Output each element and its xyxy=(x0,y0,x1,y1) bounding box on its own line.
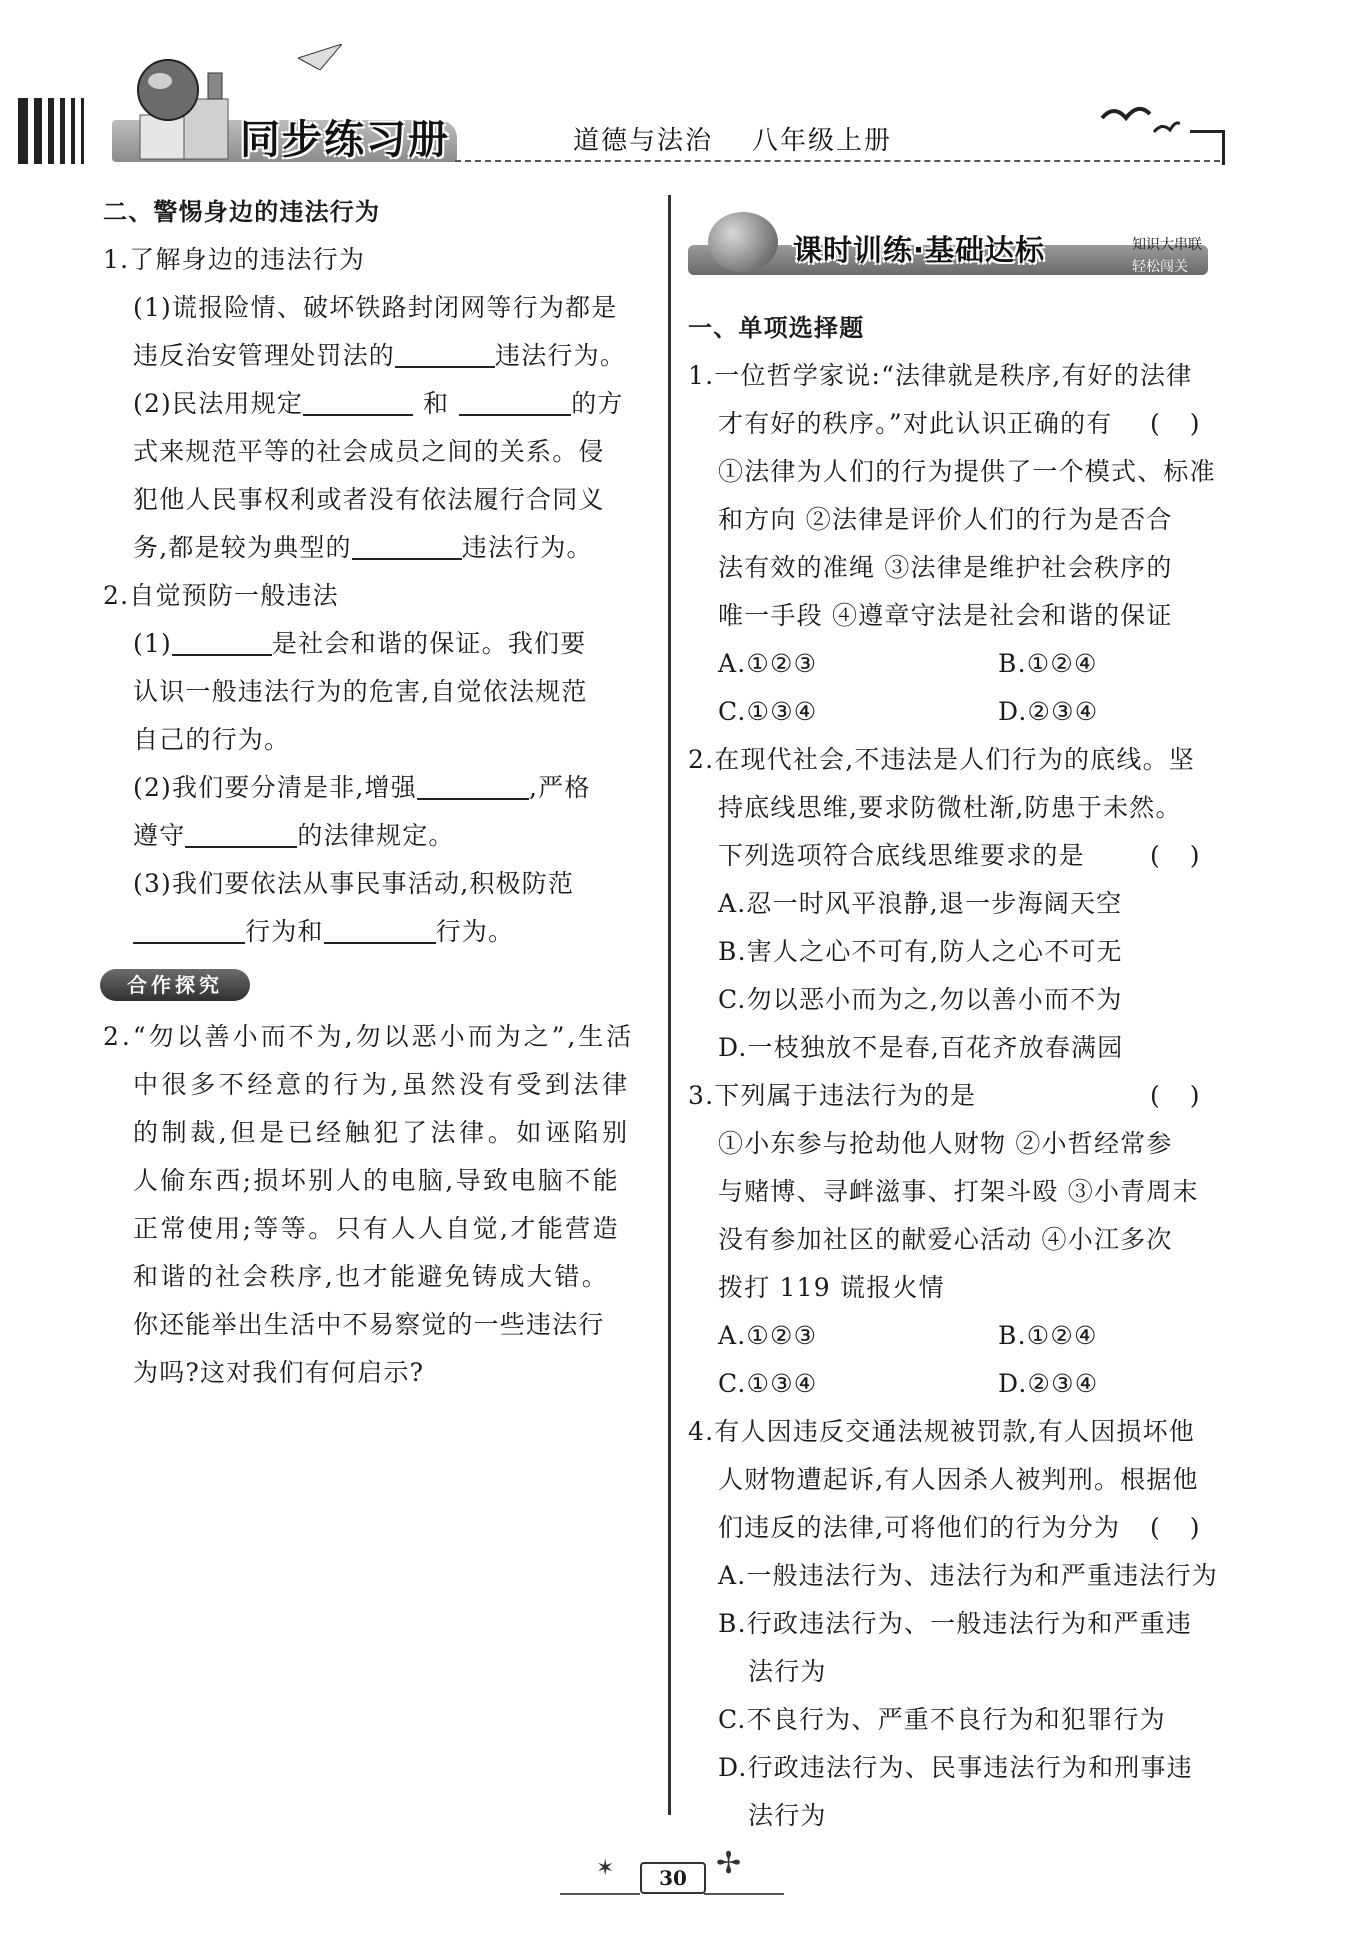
star-icon: ✶ xyxy=(596,1856,615,1881)
question-line: 1.一位哲学家说:“法律就是秩序,有好的法律 xyxy=(688,361,1193,390)
section-title-illegal-acts: 二、警惕身边的违法行为 xyxy=(103,198,381,226)
fill-line xyxy=(133,629,586,659)
option-c[interactable]: C.①③④ xyxy=(718,1369,818,1398)
answer-blank[interactable] xyxy=(459,390,571,416)
option-b-continued: 法行为 xyxy=(748,1657,827,1686)
badge-label: 合作探究 xyxy=(127,973,223,997)
question-line: 法有效的准绳 ③法律是维护社会秩序的 xyxy=(718,553,1173,582)
option-b[interactable]: B.行政违法行为、一般违法行为和严重违 xyxy=(718,1609,1193,1638)
explore-line: 你还能举出生活中不易察觉的一些违法行 xyxy=(133,1310,605,1339)
line-text: 违法行为。 xyxy=(495,341,627,370)
option-a[interactable]: A.①②③ xyxy=(718,649,818,678)
header-stripes-decoration xyxy=(18,98,96,164)
explore-line: 和谐的社会秩序,也才能避免铸成大错。 xyxy=(133,1262,610,1291)
line-text: (1) xyxy=(133,629,173,658)
fill-line: 认识一般违法行为的危害,自觉依法规范 xyxy=(133,677,588,706)
answer-parentheses[interactable]: () xyxy=(1150,409,1230,438)
option-d-continued: 法行为 xyxy=(748,1801,827,1830)
option-d[interactable]: D.一枝独放不是春,百花齐放春满园 xyxy=(718,1033,1124,1062)
globe-trophy-icon xyxy=(130,55,240,163)
fill-line xyxy=(133,533,593,563)
option-a[interactable]: A.一般违法行为、违法行为和严重违法行为 xyxy=(718,1561,1219,1590)
question-line: 下列选项符合底线思维要求的是 xyxy=(718,841,1085,870)
footer-rule-left xyxy=(560,1893,640,1895)
answer-blank[interactable] xyxy=(303,390,413,416)
question-line: 4.有人因违反交通法规被罚款,有人因损坏他 xyxy=(688,1417,1196,1446)
question-line: 没有参加社区的献爱心活动 ④小江多次 xyxy=(718,1225,1173,1254)
option-a[interactable]: A.忍一时风平浪静,退一步海阔天空 xyxy=(718,889,1123,918)
question-line: 持底线思维,要求防微杜渐,防患于未然。 xyxy=(718,793,1182,822)
banner-tag-bottom: 轻松闯关 xyxy=(1132,259,1188,275)
training-banner xyxy=(688,210,1223,285)
option-c[interactable]: C.勿以恶小而为之,勿以善小而不为 xyxy=(718,985,1123,1014)
option-d[interactable]: D.行政违法行为、民事违法行为和刑事违 xyxy=(718,1753,1193,1782)
answer-blank[interactable] xyxy=(185,822,297,848)
line-text: 务,都是较为典型的 xyxy=(133,533,352,562)
explore-line: 人偷东西;损坏别人的电脑,导致电脑不能 xyxy=(133,1166,620,1195)
answer-blank[interactable] xyxy=(352,534,462,560)
answer-blank[interactable] xyxy=(172,630,272,656)
line-text: 的方 xyxy=(571,389,624,418)
answer-blank[interactable] xyxy=(395,342,495,368)
answer-parentheses[interactable]: () xyxy=(1150,841,1230,870)
header-corner-decoration xyxy=(1190,130,1225,165)
question-line: 才有好的秩序。”对此认识正确的有 xyxy=(718,409,1113,438)
option-d[interactable]: D.②③④ xyxy=(998,1369,1099,1398)
question-line: ①法律为人们的行为提供了一个模式、标准 xyxy=(718,457,1216,486)
fill-line: (1)谎报险情、破坏铁路封闭网等行为都是 xyxy=(133,293,618,322)
fill-line xyxy=(133,821,455,851)
page-header xyxy=(0,0,1350,175)
option-c[interactable]: C.①③④ xyxy=(718,697,818,726)
line-text: ,严格 xyxy=(528,773,591,802)
line-text: 和 xyxy=(423,389,450,418)
option-b[interactable]: B.害人之心不可有,防人之心不可无 xyxy=(718,937,1123,966)
section-title-single-choice: 一、单项选择题 xyxy=(688,314,865,342)
question-line: 们违反的法律,可将他们的行为分为 xyxy=(718,1513,1121,1542)
header-dashed-rule xyxy=(455,160,1220,162)
line-text: (2)我们要分清是非,增强 xyxy=(133,773,417,802)
banner-title: 课时训练·基础达标 xyxy=(793,233,1046,267)
column-divider xyxy=(668,195,671,1815)
explore-line: 2.“勿以善小而不为,勿以恶小而为之”,生活 xyxy=(103,1022,635,1051)
option-c[interactable]: C.不良行为、严重不良行为和犯罪行为 xyxy=(718,1705,1166,1734)
answer-parentheses[interactable]: () xyxy=(1150,1081,1230,1110)
question-line: 和方向 ②法律是评价人们的行为是否合 xyxy=(718,505,1173,534)
answer-parentheses[interactable]: () xyxy=(1150,1513,1230,1542)
option-b[interactable]: B.①②④ xyxy=(998,649,1098,678)
fill-line: 自己的行为。 xyxy=(133,725,291,754)
fill-line xyxy=(133,341,626,371)
line-text: 的法律规定。 xyxy=(297,821,455,850)
line-text: 遵守 xyxy=(133,821,186,850)
grade-label: 八年级上册 xyxy=(752,126,893,156)
question-line: 人财物遭起诉,有人因杀人被判刑。根据他 xyxy=(718,1465,1199,1494)
item-heading: 2.自觉预防一般违法 xyxy=(103,581,339,610)
pinwheel-icon: ✢ xyxy=(716,1846,742,1881)
paper-plane-icon xyxy=(298,44,342,70)
explore-line: 为吗?这对我们有何启示? xyxy=(133,1358,425,1387)
footer-rule-right xyxy=(704,1893,784,1895)
fill-line xyxy=(133,917,514,947)
fill-line: 犯他人民事权利或者没有依法履行合同义 xyxy=(133,485,605,514)
option-b[interactable]: B.①②④ xyxy=(998,1321,1098,1350)
option-a[interactable]: A.①②③ xyxy=(718,1321,818,1350)
book-title: 同步练习册 xyxy=(240,117,450,163)
fill-line xyxy=(133,773,591,803)
option-d[interactable]: D.②③④ xyxy=(998,697,1099,726)
fill-line: 式来规范平等的社会成员之间的关系。侵 xyxy=(133,437,605,466)
explore-line: 中很多不经意的行为,虽然没有受到法律 xyxy=(133,1070,631,1099)
banner-tag-top: 知识大串联 xyxy=(1132,237,1202,253)
explore-line: 正常使用;等等。只有人人自觉,才能营造 xyxy=(133,1214,620,1243)
answer-blank[interactable] xyxy=(324,918,436,944)
explore-line: 的制裁,但是已经触犯了法律。如诬陷别 xyxy=(133,1118,631,1147)
fill-line xyxy=(133,389,624,419)
question-line: 与赌博、寻衅滋事、打架斗殴 ③小青周末 xyxy=(718,1177,1199,1206)
fill-line: (3)我们要依法从事民事活动,积极防范 xyxy=(133,869,575,898)
birds-icon xyxy=(1100,98,1180,138)
line-text: 是社会和谐的保证。我们要 xyxy=(272,629,587,658)
cooperative-inquiry-badge xyxy=(100,969,250,1001)
line-text: 违反治安管理处罚法的 xyxy=(133,341,396,370)
page-number: 30 xyxy=(640,1862,706,1894)
line-text: 行为。 xyxy=(435,917,515,946)
question-line: 唯一手段 ④遵章守法是社会和谐的保证 xyxy=(718,601,1173,630)
question-line: ①小东参与抢劫他人财物 ②小哲经常参 xyxy=(718,1129,1173,1158)
subject-label: 道德与法治 xyxy=(573,126,714,156)
line-text: (2)民法用规定 xyxy=(133,389,304,418)
line-text: 违法行为。 xyxy=(461,533,593,562)
answer-blank[interactable] xyxy=(417,774,529,800)
question-line: 2.在现代社会,不违法是人们行为的底线。坚 xyxy=(688,745,1196,774)
globe-icon xyxy=(708,212,778,272)
item-heading: 1.了解身边的违法行为 xyxy=(103,245,366,274)
line-text: 行为和 xyxy=(245,917,324,946)
answer-blank[interactable] xyxy=(133,918,245,944)
question-line: 3.下列属于违法行为的是 xyxy=(688,1081,977,1110)
question-line: 拨打 119 谎报火情 xyxy=(718,1273,945,1302)
